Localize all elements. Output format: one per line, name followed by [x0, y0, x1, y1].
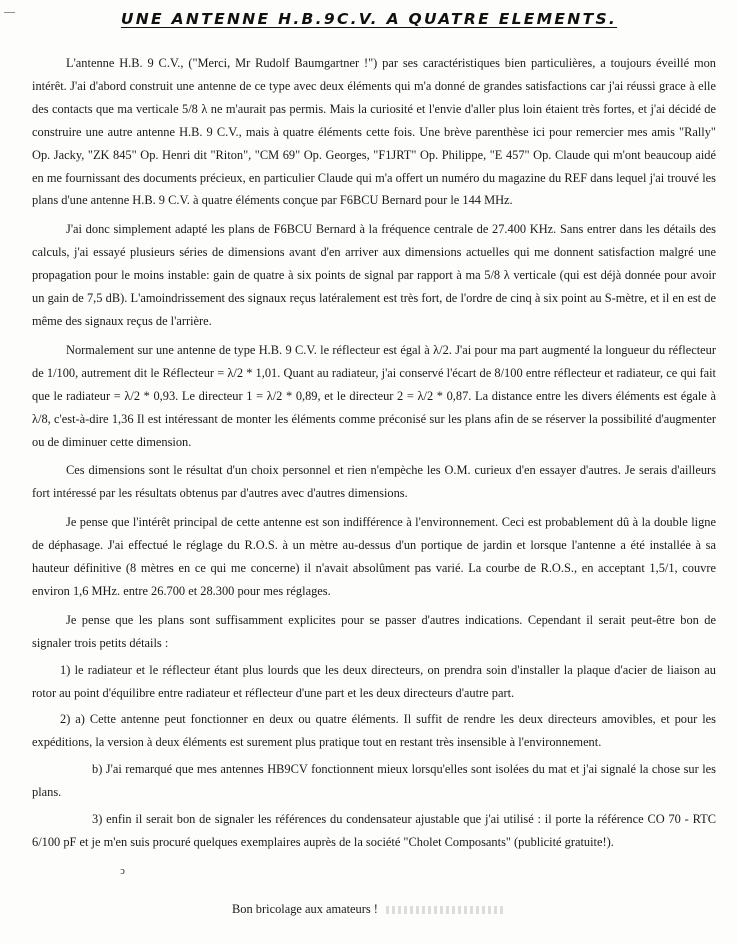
- scan-smudge: [386, 906, 506, 914]
- document-body: [32, 52, 716, 858]
- document-title: UNE ANTENNE H.B.9C.V. A QUATRE ELEMENTS.: [120, 10, 618, 28]
- paragraph-intro: L'antenne H.B. 9 C.V., ("Merci, Mr Rudolf Baumgartner !") par ses caractéristiques bien particulières, a toujours éveillé mon intérêt. J'ai d'abord construit une antenne de ce type avec deux éléments qui m'a donné de grandes satisfactions car j'ai réussi grace à elle des contacts que ma verticale 5/8 λ ne m'aurait pas permis. Mais la curiosité et l'envie d'aller plus loin étaient très fortes, et j'ai décidé de construire une autre antenne H.B. 9 C.V., mais à quatre éléments cette fois. Une brève parenthèse ici pour remercier mes amis "Rally" Op. Jacky, "ZK 845" Op. Henri dit "Riton", "CM 69" Op. Georges, "F1JRT" Op. Philippe, "E 457" Op. Claude qui m'ont beaucoup aidé en me fournissant des documents précieux, en particulier Claude qui m'a offert un numéro du magazine du REF dans lequel j'ai trouvé les plans d'une antenne H.B. 9 C.V. à quatre éléments conçue par F6BCU Bernard pour le 144 MHz.: [32, 56, 716, 208]
- paragraph-choice: Ces dimensions sont le résultat d'un choix personnel et rien n'empèche les O.M. curieux d'en essayer d'autres. Je serais d'ailleurs fort intéressé par les résultats obtenus par d'autres avec d'autres dimensions.: [32, 463, 716, 501]
- closing-line: [0, 902, 738, 917]
- paragraph-details-intro: Je pense que les plans sont suffisamment explicites pour se passer d'autres indications. Cependant il serait peut-être bon de signaler trois petits détails :: [32, 612, 716, 650]
- closing-text: Bon bricolage aux amateurs !: [232, 902, 378, 916]
- paragraph-environment: Je pense que l'intérêt principal de cette antenne est son indifférence à l'environnement. Ceci est probablement dû à la double ligne de déphasage. J'ai effectué le réglage du R.O.S. à un mètre au-dessus d'un portique de jardin et lorsque l'antenne a été installée à sa hauteur définitive (8 mètres en ce qui me concerne) il n'avait absolûment pas varié. La courbe de R.O.S., en acceptant 1,5/1, couvre environ 1,6 MHz. entre 26.700 et 28.300 pour mes réglages.: [32, 515, 716, 598]
- detail-item-2a: 2) a) Cette antenne peut fonctionner en deux ou quatre éléments. Il suffit de rendre les deux directeurs amovibles, et pour les expéditions, la version à deux éléments est surement plus pratique tout en restant très insensible à l'environnement.: [32, 712, 716, 750]
- detail-item-3: 3) enfin il serait bon de signaler les références du condensateur ajustable que j'ai utilisé : il porte la référence CO 70 - RTC 6/100 pF et je m'en suis procuré quelques exemplaires auprès de la société "Cholet Composants" (publicité gratuite!).: [32, 812, 716, 849]
- corner-mark: —: [4, 6, 15, 18]
- footer-mark: ↄ: [120, 865, 125, 877]
- detail-item-1: 1) le radiateur et le réflecteur étant plus lourds que les deux directeurs, on prendra soin d'installer la plaque d'acier de liaison au rotor au point d'équilibre entre radiateur et réflecteur d'une part et les deux directeurs d'autre part.: [32, 662, 716, 700]
- detail-item-2b: b) J'ai remarqué que mes antennes HB9CV fonctionnent mieux lorsqu'elles sont isolées du mat et j'ai signalé la chose sur les plans.: [32, 762, 716, 800]
- paragraph-adaptation: J'ai donc simplement adapté les plans de F6BCU Bernard à la fréquence centrale de 27.400 KHz. Sans entrer dans les détails des calculs, j'ai essayé plusieurs séries de dimensions avant d'en arriver aux dimensions actuelles qui me donnent satisfaction malgré une propagation pour le moins instable: gain de quatre à six points de signal par rapport à ma 5/8 λ verticale (qui est déjà donnée pour avoir un gain de 7,5 dB). L'amoindrissement des signaux reçus latéralement est très fort, de l'ordre de cinq à six point au S-mètre, et il en est de même des signaux reçus de l'arrière.: [32, 222, 716, 328]
- paragraph-dimensions: Normalement sur une antenne de type H.B. 9 C.V. le réflecteur est égal à λ/2. J'ai pour ma part augmenté la longueur du réflecteur de 1/100, autrement dit le Réflecteur = λ/2 * 1,01. Quant au radiateur, j'ai conservé l'écart de 8/100 entre réflecteur et radiateur, ce qui fait que le radiateur = λ/2 * 0,93. Le directeur 1 = λ/2 * 0,89, et le directeur 2 = λ/2 * 0,87. La distance entre les divers éléments est égale à λ/8, c'est-à-dire 1,36 Il est intéressant de monter les éléments comme préconisé sur les plans afin de se réserver la possibilité d'augmenter ou de diminuer cette dimension.: [32, 342, 716, 449]
